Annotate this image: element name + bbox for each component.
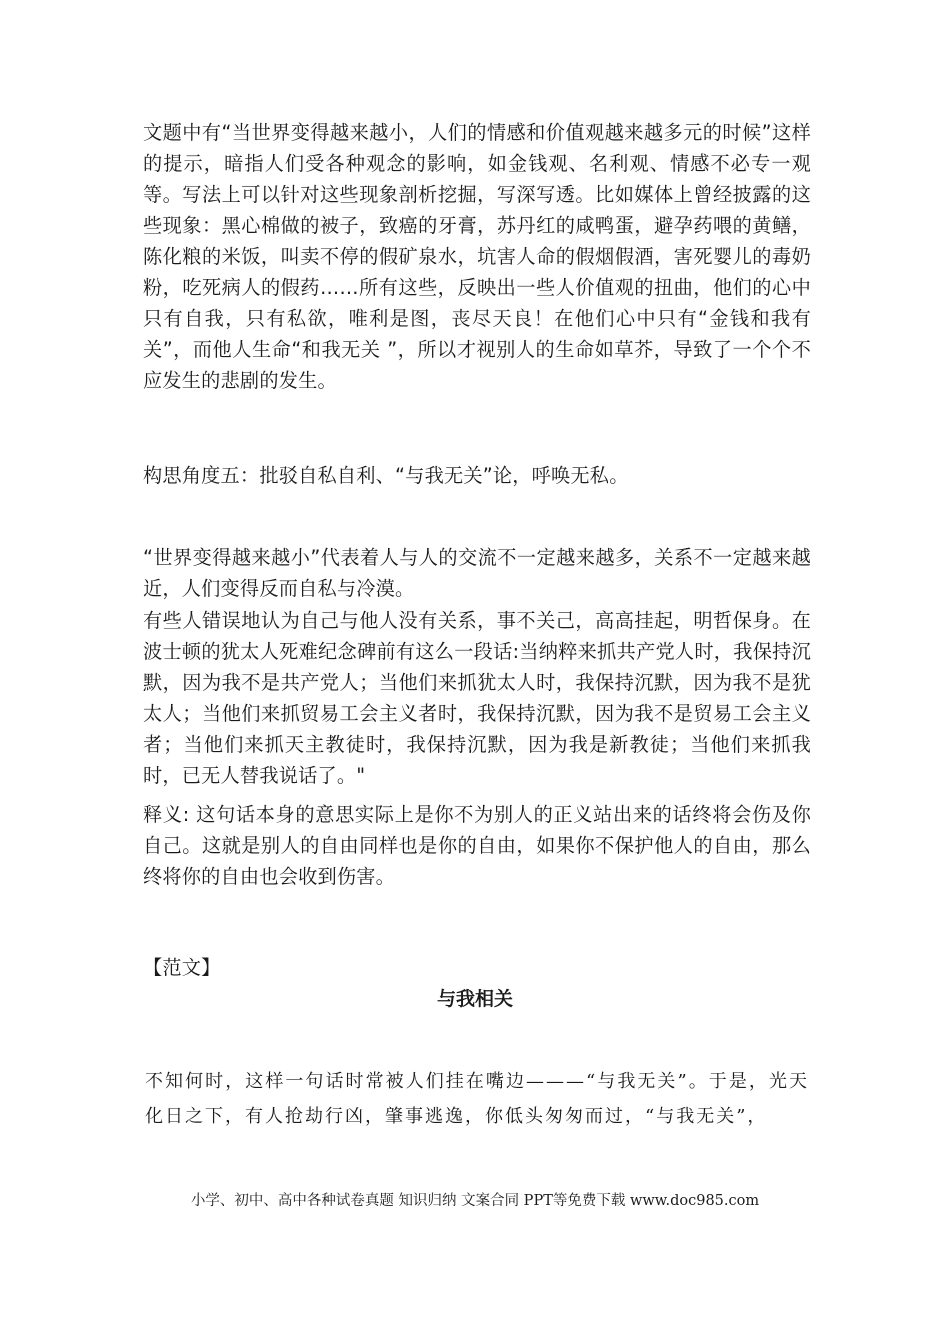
- body-paragraph: 文题中有“当世界变得越来越小，人们的情感和价值观越来越多元的时候”这样的提示，暗指人们受各种观念的影响，如金钱观、名利观、情感不必专一观等。写法上可以针对这些现象剖析挖掘，写深写透。比如媒体上曾经披露的这些现象：黑心棉做的被子，致癌的牙膏，苏丹红的咸鸭蛋，避孕药喂的黄鳝，陈化粮的米饭，叫卖不停的假矿泉水，坑害人命的假烟假酒，害死婴儿的毒奶粉，吃死病人的假药……所有这些，反映出一些人价值观的扭曲，他们的心中只有自我，只有私欲，唯利是图，丧尽天良！在他们心中只有“金钱和我有关”，而他人生命“和我无关 ”，所以才视别人的生命如草芥，导致了一个个不应发生的悲剧的发生。: [143, 121, 811, 392]
- page-footer: 小学、初中、高中各种试卷真题 知识归纳 文案合同 PPT等免费下载 www.doc985.com: [190, 1193, 760, 1209]
- body-paragraph: 释义: 这句话本身的意思实际上是你不为别人的正义站出来的话终将会伤及你自己。这就是别人的自由同样也是你的自由，如果你不保护他人的自由，那么终将你的自由也会收到伤害。: [143, 803, 811, 888]
- essay-paragraph: 不知何时，这样一句话时常被人们挂在嘴边———“与我无关”。于是，光天化日之下，有人抢劫行凶，肇事逃逸，你低头匆匆而过，“与我无关”，: [145, 1071, 809, 1127]
- essay-title: 与我相关: [436, 988, 513, 1010]
- body-paragraph: 构思角度五：批驳自私自利、“与我无关”论，呼唤无私。: [143, 464, 629, 487]
- body-paragraph: 有些人错误地认为自己与他人没有关系，事不关己，高高挂起，明哲保身。在波士顿的犹太人死难纪念碑前有这么一段话:当纳粹来抓共产党人时，我保持沉默，因为我不是共产党人；当他们来抓犹太人时，我保持沉默，因为我不是犹太人；当他们来抓贸易工会主义者时，我保持沉默，因为我不是贸易工会主义者；当他们来抓天主教徒时，我保持沉默，因为我是新教徒；当他们来抓我时，已无人替我说话了。": [143, 609, 811, 787]
- body-paragraph: “世界变得越来越小”代表着人与人的交流不一定越来越多，关系不一定越来越近，人们变得反而自私与冷漠。: [143, 546, 811, 600]
- section-label: 【范文】: [143, 956, 221, 979]
